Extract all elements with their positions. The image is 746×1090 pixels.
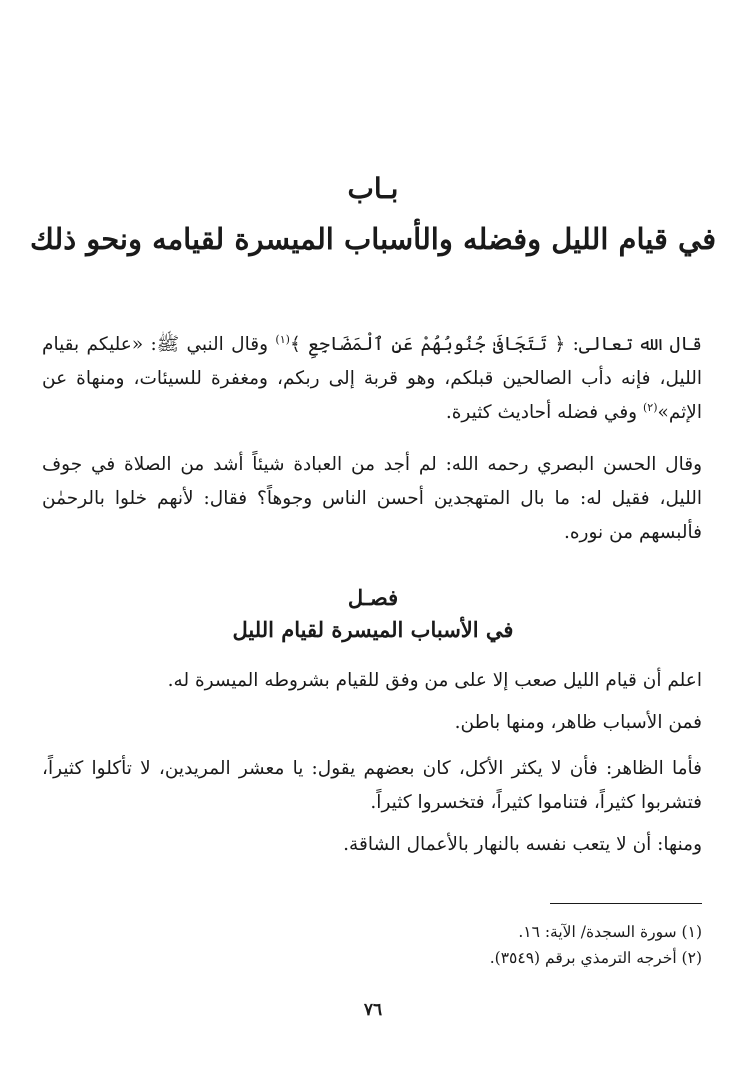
page-number: ٧٦ — [363, 1000, 383, 1020]
section-label — [0, 585, 746, 610]
footnote-divider — [550, 903, 702, 904]
footnote-2: (٢) أخرجه الترمذي برقم (٣٥٤٩). — [489, 949, 702, 967]
section-label-text: فصـل — [347, 585, 399, 610]
quran-verse: ﴿ تَتَجَافَىٰ جُنُوبُهُمْ عَنِ ٱلْمَضَاجِعِ ﴾ — [289, 334, 566, 355]
paragraph-outward: فأما الظاهر: فأن لا يكثر الأكل، كان بعضهم يقول: يا معشر المريدين، لا تأكلوا كثيراً، فتشربوا كثيراً، فتناموا كثيراً، فتخسروا كثيراً. — [42, 758, 702, 813]
paragraph-text: قال الله تعالى: — [565, 334, 702, 355]
footnote-ref-1: (١) — [275, 332, 290, 346]
paragraph-hasan-basri: وقال الحسن البصري رحمه الله: لم أجد من العبادة شيئاً أشد من الصلاة في جوف الليل، فقيل له: ما بال المتهجدين أحسن الناس وجوهاً؟ فقال: لأنهم خلوا بالرحمٰن فألبسهم من نوره. — [42, 454, 702, 543]
footnote-1: (١) سورة السجدة/ الآية: ١٦. — [518, 923, 702, 941]
paragraph-not-tire: ومنها: أن لا يتعب نفسه بالنهار بالأعمال الشاقة. — [343, 834, 702, 855]
paragraph-quran-hadith — [42, 328, 702, 430]
paragraph-text: وقال النبي ﷺ: «عليكم بقيام الليل، فإنه دأب الصالحين قبلكم، وهو قربة إلى ربكم، ومغفرة للسيئات، ومنهاة عن الإثم» — [42, 334, 702, 423]
chapter-label: بـاب — [347, 172, 399, 205]
section-title: في الأسباب الميسرة لقيام الليل — [232, 617, 514, 642]
paragraph-text: وفي فضله أحاديث كثيرة. — [445, 402, 643, 423]
paragraph-causes: فمن الأسباب ظاهر، ومنها باطن. — [454, 712, 702, 733]
paragraph-know: اعلم أن قيام الليل صعب إلا على من وفق للقيام بشروطه الميسرة له. — [167, 670, 702, 691]
chapter-title: في قيام الليل وفضله والأسباب الميسرة لقيامه ونحو ذلك — [29, 222, 717, 256]
footnote-ref-2: (٢) — [643, 400, 658, 414]
